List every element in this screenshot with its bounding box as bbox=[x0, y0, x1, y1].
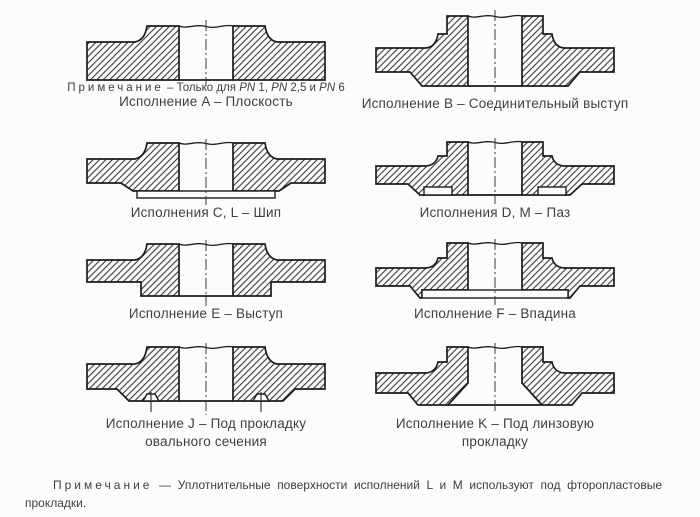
diagram-cell-cl bbox=[36, 137, 376, 220]
footnote-l-m-gaskets: Примечание — Уплотнительные поверхности исполнений L и M используют под фторопластовые прокладки. bbox=[25, 478, 662, 511]
left-half-section bbox=[87, 347, 179, 401]
left-half-section bbox=[376, 347, 468, 405]
diagram-cell-a bbox=[36, 6, 376, 111]
diagram-cell-k bbox=[370, 341, 620, 450]
caption-f: Исполнение F – Впадина bbox=[414, 306, 576, 321]
flange-drawing-f-recess bbox=[370, 238, 620, 310]
caption-b: Исполнение B – Соединительный выступ bbox=[361, 96, 629, 111]
right-half-section bbox=[522, 142, 614, 195]
right-half-section bbox=[522, 16, 614, 86]
diagram-row-2 bbox=[0, 137, 700, 220]
diagram-cell-dm bbox=[370, 137, 620, 220]
diagram-cell-j bbox=[36, 341, 376, 450]
flange-drawing-cl-tongue bbox=[81, 137, 331, 209]
flange-drawing-b-raised-face bbox=[370, 6, 620, 94]
flange-drawing-e-spigot bbox=[81, 238, 331, 310]
diagram-cell-b bbox=[361, 6, 629, 111]
flange-drawing-dm-groove bbox=[370, 137, 620, 209]
diagram-cell-e bbox=[36, 238, 376, 321]
right-half-section bbox=[233, 244, 325, 296]
flange-drawing-a-flat-face bbox=[81, 6, 331, 94]
diagram-row-4 bbox=[0, 341, 700, 450]
caption-cl: Исполнения C, L – Шип bbox=[130, 205, 282, 220]
left-half-section bbox=[376, 142, 468, 195]
flange-drawing-j-oval-gasket bbox=[81, 341, 331, 417]
left-half-section bbox=[87, 244, 179, 296]
left-half-section bbox=[87, 26, 179, 80]
flange-drawing-k-lens-gasket bbox=[370, 341, 620, 417]
right-half-section bbox=[233, 26, 325, 80]
caption-j: Исполнение J – Под прокладку овального сечения bbox=[105, 416, 307, 449]
diagram-cell-f bbox=[370, 238, 620, 321]
caption-a: Исполнение A – Плоскость bbox=[119, 94, 293, 109]
right-half-section bbox=[522, 347, 614, 405]
left-half-section bbox=[87, 143, 179, 191]
caption-e: Исполнение E – Выступ bbox=[128, 306, 284, 321]
caption-k: Исполнение K – Под линзовую прокладку bbox=[395, 416, 595, 449]
groove-right bbox=[538, 187, 566, 195]
note-pn-limitation: Примечание – Только для PN 1, PN 2,5 и PN 6 bbox=[67, 82, 345, 94]
caption-dm: Исполнения D, M – Паз bbox=[419, 205, 571, 220]
diagram-row-3 bbox=[0, 238, 700, 321]
left-half-section bbox=[376, 16, 468, 86]
diagram-row-1 bbox=[0, 6, 700, 111]
right-half-section bbox=[233, 143, 325, 191]
groove-left bbox=[424, 187, 452, 195]
right-half-section bbox=[233, 347, 325, 401]
